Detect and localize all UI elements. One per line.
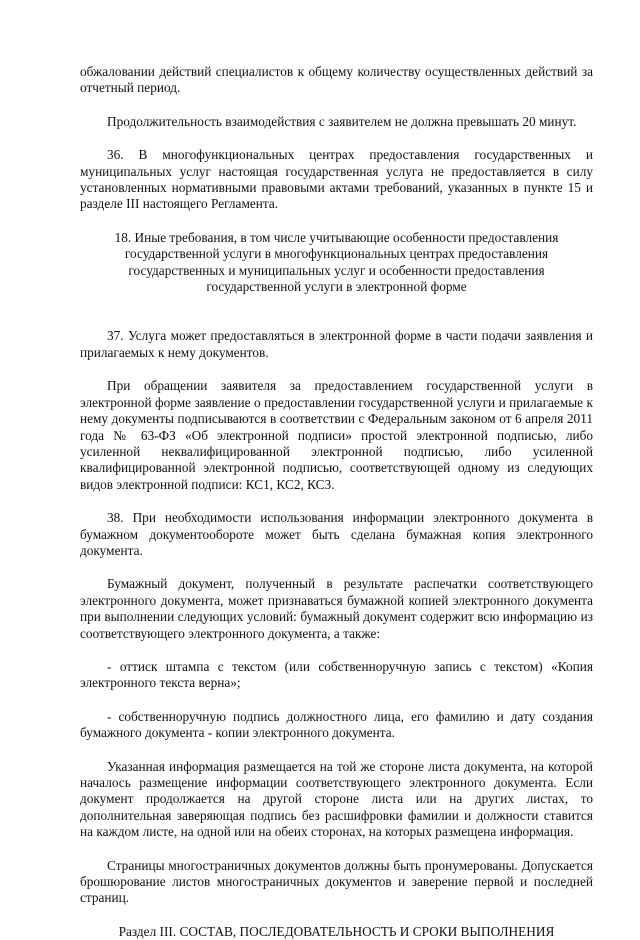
- paragraph-37-signature: При обращении заявителя за предоставлением государственной услуги в электронной форме заявление о предоставлении государственной услуги и прилагаемые к нему документы подписываются в соответствии с Федеральным законом от 6 апреля 2011 года № 63-ФЗ «Об электронной подписи» простой электронной подписью, либо усиленной неквалифицированной электронной подписью, либо усиленной квалифицированной электронной подписью, соответствующей одному из следующих видов электронной подписи: КС1, КС2, КС3.: [80, 378, 593, 492]
- paragraph-duration: Продолжительность взаимодействия с заявителем не должна превышать 20 минут.: [107, 113, 577, 129]
- list-item-signature: - собственноручную подпись должностного лица, его фамилию и дату создания бумажного документа - копии электронного документа.: [80, 708, 593, 741]
- paragraph-38-paper-copy: Бумажный документ, полученный в результате распечатки соответствующего электронного документа, может признаваться бумажной копией электронного документа при выполнении следующих условий: бумажный документ содержит всю информацию из соответствующего электронного документа, а также:: [80, 576, 593, 641]
- section-title-3: Раздел III. СОСТАВ, ПОСЛЕДОВАТЕЛЬНОСТЬ И СРОКИ ВЫПОЛНЕНИЯ: [118, 923, 555, 939]
- paragraph-38-placement: Указанная информация размещается на той же стороне листа документа, на которой началось размещение информации соответствующего электронного документа. Если документ продолжается на другой стороне листа или на других листах, то дополнительная заверяющая подпись без расшифровки фамилии и должности ставится на каждом листе, на одной или на обеих сторонах, на которых размещена информация.: [80, 758, 593, 840]
- paragraph-continuation: обжаловании действий специалистов к общему количеству осуществленных действий за отчетный период.: [80, 64, 593, 96]
- list-item-stamp: - оттиск штампа с текстом (или собственноручную запись с текстом) «Копия электронного текста верна»;: [80, 658, 593, 691]
- section-heading-18: 18. Иные требования, в том числе учитывающие особенности предоставления государственной услуги в многофункциональных центрах предоставления государственных и муниципальных услуг и особенности предоставления государственной услуги в электронной форме: [114, 229, 559, 295]
- paragraph-38-pages: Страницы многостраничных документов должны быть пронумерованы. Допускается брошюрование листов многостраничных документов и заверение первой и последней страниц.: [80, 857, 593, 906]
- document-page: [80, 64, 593, 940]
- paragraph-36: 36. В многофункциональных центрах предоставления государственных и муниципальных услуг настоящая государственная услуга не предоставляется в силу установленных нормативными правовыми актами требований, указанных в пункте 15 и разделе III настоящего Регламента.: [80, 147, 593, 212]
- paragraph-38: 38. При необходимости использования информации электронного документа в бумажном документообороте может быть сделана бумажная копия электронного документа.: [80, 510, 593, 558]
- paragraph-37: 37. Услуга может предоставляться в электронной форме в части подачи заявления и прилагаемых к нему документов.: [80, 328, 593, 360]
